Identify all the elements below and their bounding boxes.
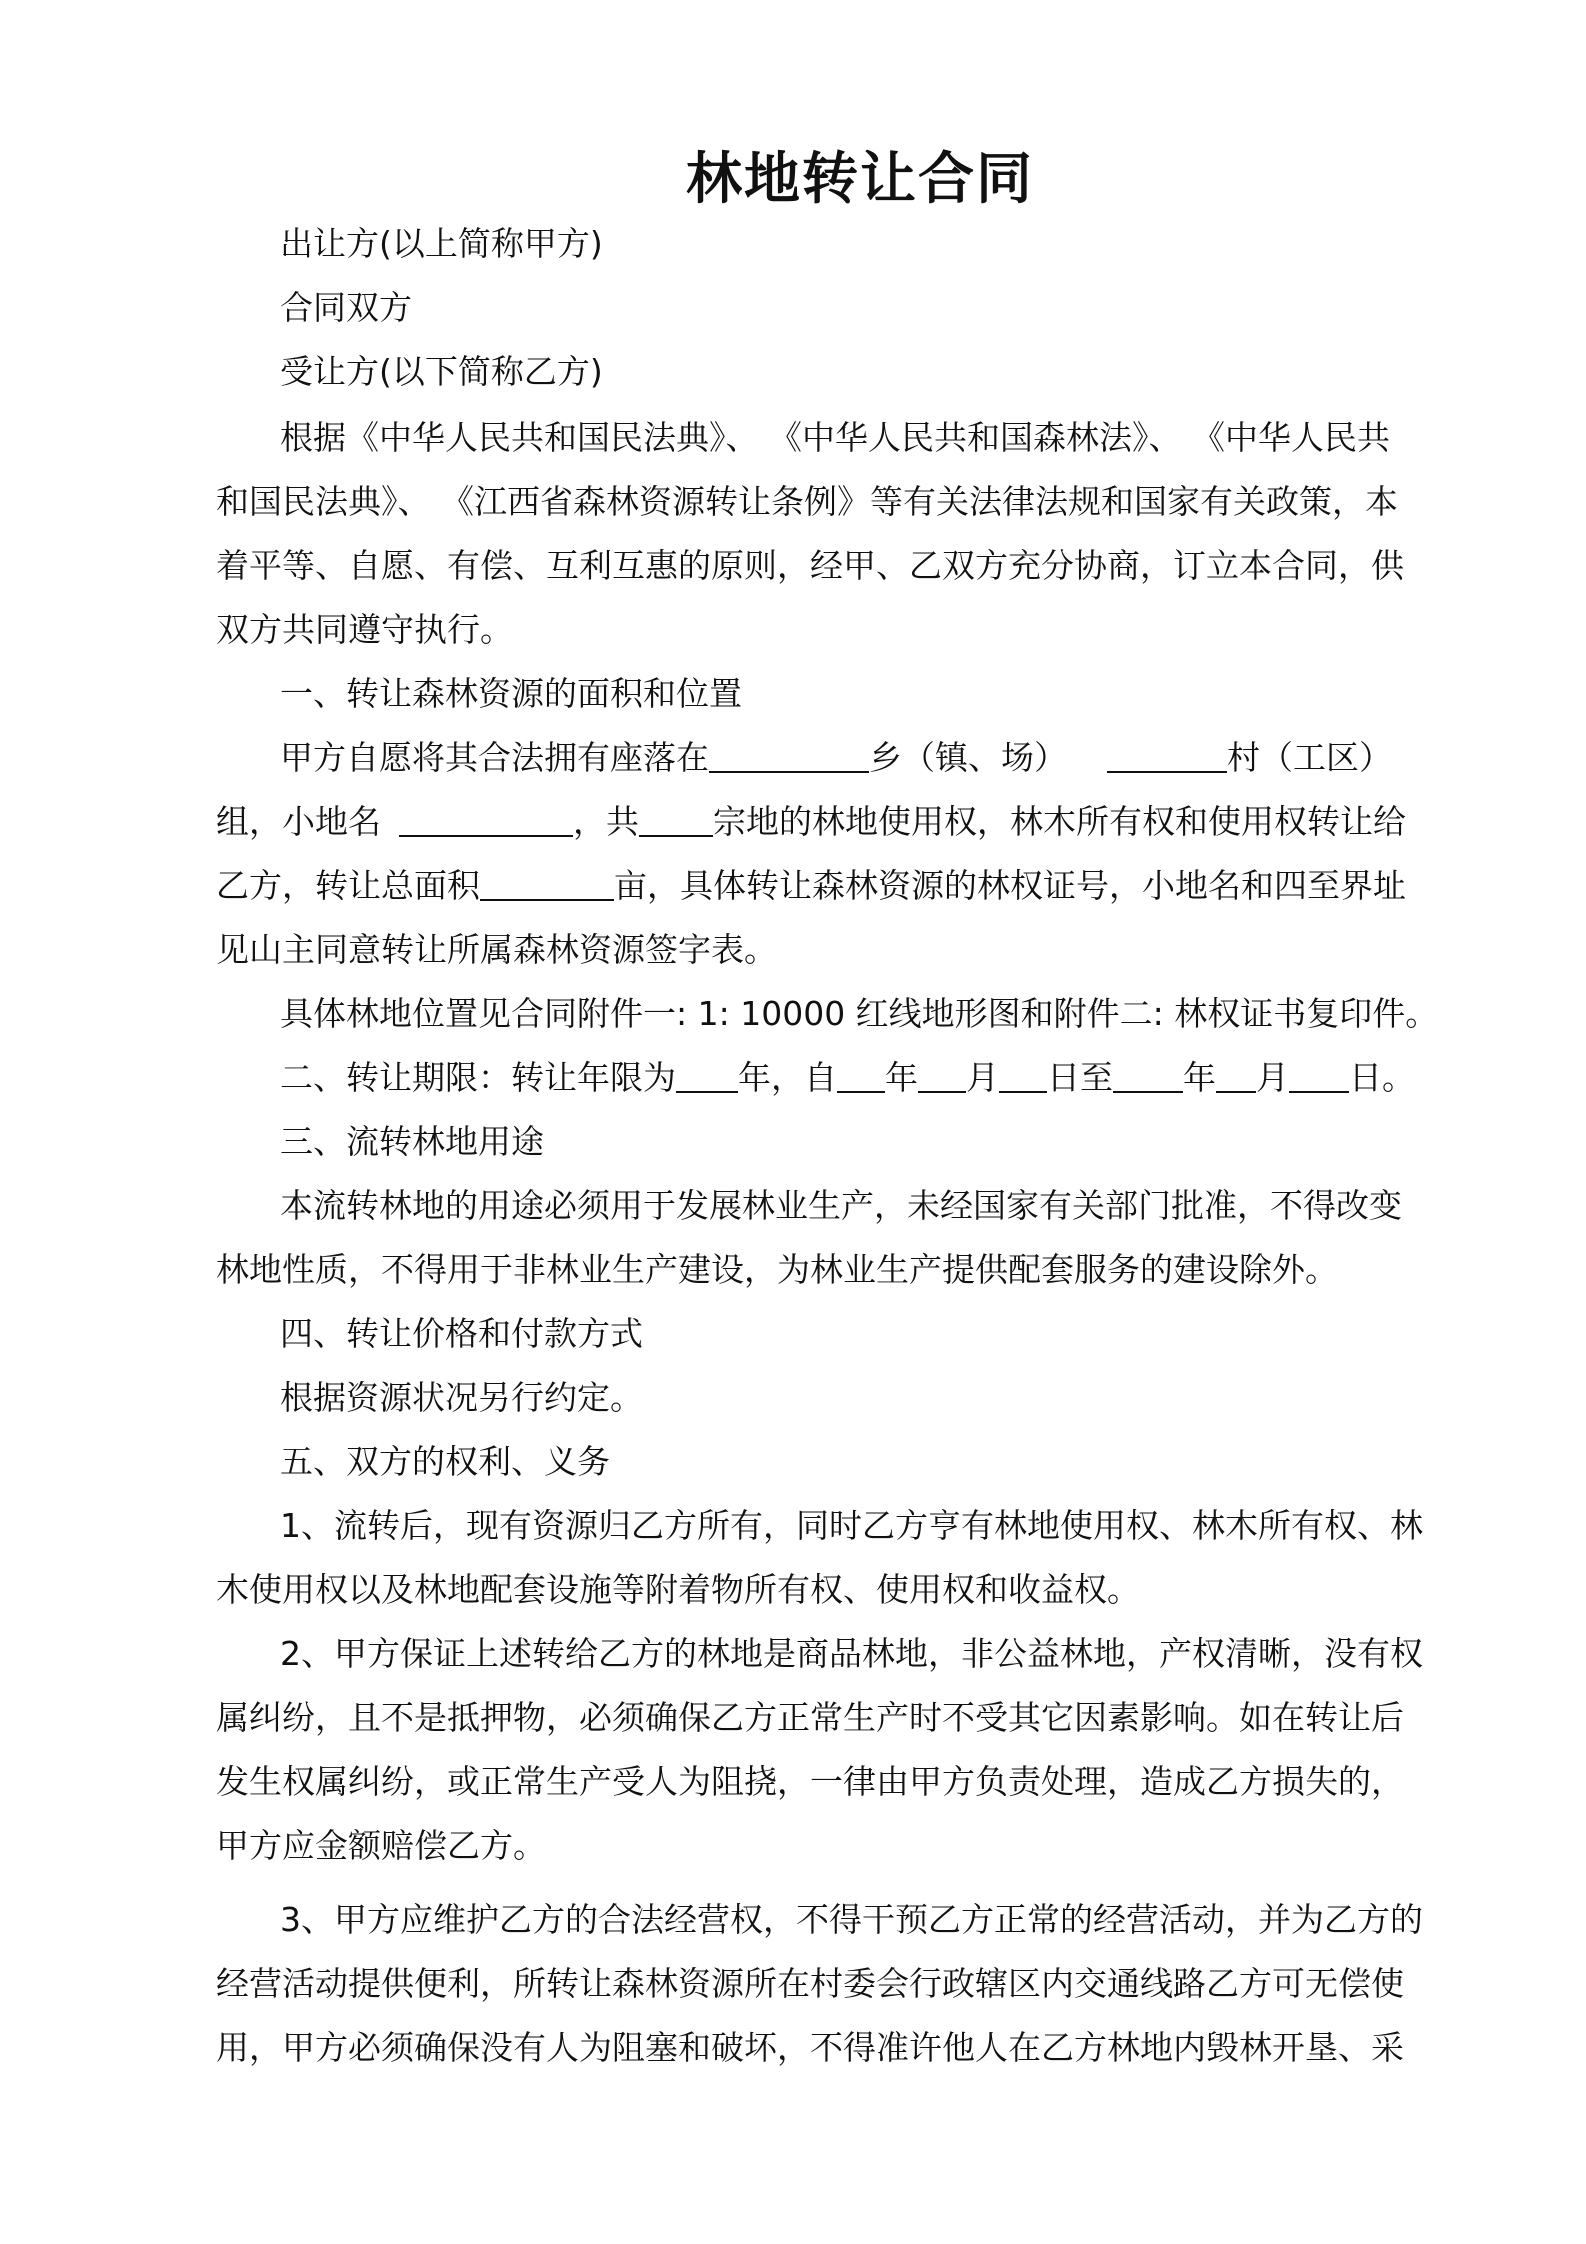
text-fragment: 年，自 (738, 1058, 837, 1097)
text-fragment: 宗地的林地使用权，林木所有权和使用权转让给 (713, 802, 1406, 841)
preamble-line: 着平等、自愿、有偿、互利互惠的原则，经甲、乙双方充分协商，订立本合同，供 (216, 546, 1404, 585)
text-fragment: 日。 (1349, 1058, 1415, 1097)
preamble-line: 根据《中华人民共和国民法典》、 《中华人民共和国森林法》、 《中华人民共 (280, 418, 1390, 457)
section-5-line: 木使用权以及林地配套设施等附着物所有权、使用权和收益权。 (216, 1570, 1140, 1609)
preamble-line: 和国民法典》、 《江西省森林资源转让条例》等有关法律法规和国家有关政策，本 (216, 482, 1398, 521)
section-5-line: 用，甲方必须确保没有人为阻塞和破坏，不得准许他人在乙方林地内毁林开垦、采 (216, 2028, 1404, 2067)
party-both: 合同双方 (280, 288, 412, 327)
document-title: 林地转让合同 (686, 147, 1034, 212)
fill-blank (399, 801, 573, 837)
text-fragment: 村（工区） (1227, 738, 1392, 777)
fill-blank (709, 737, 869, 773)
fill-blank (676, 1057, 738, 1093)
section-3-line: 本流转林地的用途必须用于发展林业生产，未经国家有关部门批准，不得改变 (280, 1186, 1402, 1225)
section-5-line: 2、甲方保证上述转给乙方的林地是商品林地，非公益林地，产权清晰，没有权 (280, 1634, 1423, 1673)
section-1-line (216, 798, 1406, 846)
section-1-line: 见山主同意转让所属森林资源签字表。 (216, 930, 777, 969)
fill-blank (1113, 1057, 1183, 1093)
fill-blank (639, 801, 713, 837)
section-1-line: 具体林地位置见合同附件一: 1: 10000 红线地形图和附件二: 林权证书复印件。 (280, 994, 1439, 1033)
section-5-line: 1、流转后，现有资源归乙方所有，同时乙方亨有林地使用权、林木所有权、林 (280, 1506, 1423, 1545)
section-1-heading: 一、转让森林资源的面积和位置 (280, 674, 742, 713)
section-5-line: 属纠纷，且不是抵押物，必须确保乙方正常生产时不受其它因素影响。如在转让后 (216, 1698, 1404, 1737)
text-fragment: 组，小地名 (216, 802, 381, 841)
fill-blank (480, 865, 614, 901)
text-fragment: 年 (885, 1058, 918, 1097)
section-1-line (216, 862, 1406, 910)
text-fragment: 乡（镇、场） (869, 738, 1067, 777)
text-fragment: 乙方，转让总面积 (216, 866, 480, 905)
text-fragment: 月 (966, 1058, 999, 1097)
preamble-line: 双方共同遵守执行。 (216, 610, 513, 649)
section-5-line: 经营活动提供便利，所转让森林资源所在村委会行政辖区内交通线路乙方可无偿使 (216, 1964, 1404, 2003)
section-4-line: 根据资源状况另行约定。 (280, 1378, 643, 1417)
section-2-line (280, 1054, 1415, 1102)
party-buyer: 受让方(以下简称乙方) (280, 352, 603, 391)
text-fragment: 日至 (1047, 1058, 1113, 1097)
fill-blank (1216, 1057, 1256, 1093)
fill-blank (837, 1057, 885, 1093)
text-fragment: 年 (1183, 1058, 1216, 1097)
section-5-heading: 五、双方的权利、义务 (280, 1442, 610, 1481)
fill-blank (918, 1057, 966, 1093)
text-fragment: 二、转让期限：转让年限为 (280, 1058, 676, 1097)
text-fragment: 月 (1256, 1058, 1289, 1097)
text-fragment: 亩，具体转让森林资源的林权证号，小地名和四至界址 (614, 866, 1406, 905)
fill-blank (1107, 737, 1227, 773)
section-1-line (280, 734, 1392, 782)
fill-blank (999, 1057, 1047, 1093)
section-5-line: 3、甲方应维护乙方的合法经营权，不得干预乙方正常的经营活动，并为乙方的 (280, 1900, 1423, 1939)
section-5-line: 甲方应金额赔偿乙方。 (216, 1826, 546, 1865)
section-4-heading: 四、转让价格和付款方式 (280, 1314, 643, 1353)
text-fragment: 甲方自愿将其合法拥有座落在 (280, 738, 709, 777)
section-3-heading: 三、流转林地用途 (280, 1122, 544, 1161)
section-3-line: 林地性质，不得用于非林业生产建设，为林业生产提供配套服务的建设除外。 (216, 1250, 1338, 1289)
section-5-line: 发生权属纠纷，或正常生产受人为阻挠，一律由甲方负责处理，造成乙方损失的， (216, 1762, 1404, 1801)
text-fragment: ，共 (573, 802, 639, 841)
fill-blank (1289, 1057, 1349, 1093)
party-seller: 出让方(以上简称甲方) (280, 224, 603, 263)
